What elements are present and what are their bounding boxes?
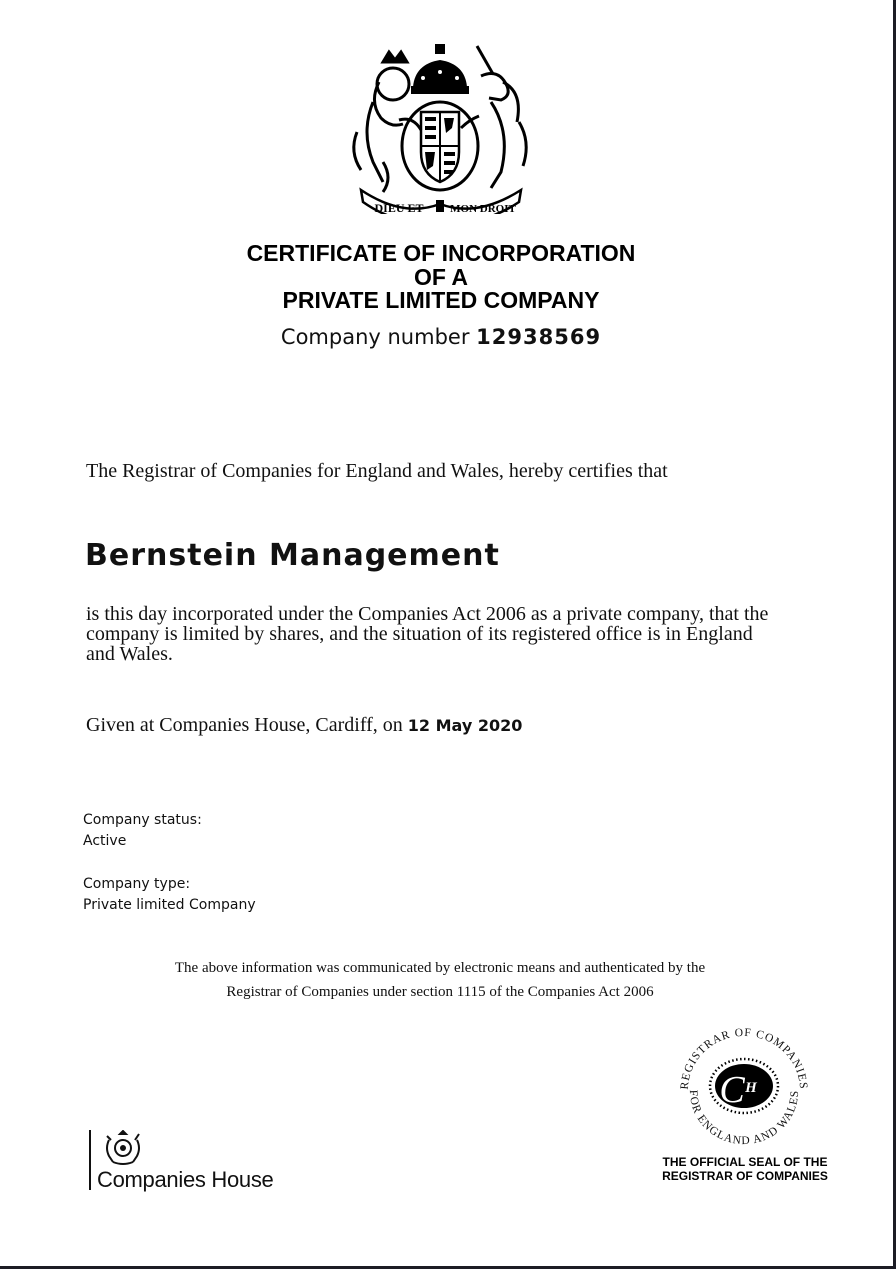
company-status-label: Company status:	[83, 812, 202, 828]
company-number-label: Company number	[280, 325, 470, 349]
registrar-seal-icon	[676, 1022, 812, 1152]
incorporation-paragraph	[86, 604, 816, 664]
incorporation-line-2: company is limited by shares, and the situation of its registered office is in England	[86, 623, 753, 645]
seal-monogram-h: H	[745, 1080, 757, 1096]
seal-ring-bottom: FOR ENGLAND AND WALES	[686, 1089, 802, 1148]
authentication-line-2: Registrar of Companies under section 1115 of the Companies Act 2006	[226, 984, 654, 1000]
seal-monogram-c: C	[719, 1069, 745, 1111]
motto-right: MON DROIT	[450, 203, 516, 214]
given-at-line	[86, 714, 522, 737]
incorporation-line-1: is this day incorporated under the Companies Act 2006 as a private company, that the	[86, 603, 769, 625]
company-name: Bernstein Management	[85, 538, 500, 573]
authentication-line-1: The above information was communicated by electronic means and authenticated by the	[174, 960, 706, 976]
certificate-title-line3: PRIVATE LIMITED COMPANY	[282, 287, 600, 313]
incorporation-date: 12 May 2020	[407, 716, 523, 735]
certificate-title-line1: CERTIFICATE OF INCORPORATION	[246, 240, 636, 266]
given-at-text: Given at Companies House, Cardiff, on	[86, 714, 403, 736]
company-number-line	[0, 325, 889, 349]
seal-caption-line-2: REGISTRAR OF COMPANIES	[662, 1169, 828, 1183]
registrar-certifies-text: The Registrar of Companies for England and Wales, hereby certifies that	[86, 460, 668, 482]
company-type-value: Private limited Company	[83, 897, 256, 913]
company-status-value: Active	[83, 833, 127, 849]
seal-caption-line-1: THE OFFICIAL SEAL OF THE	[662, 1155, 828, 1169]
motto-left: DIEU ET	[374, 201, 424, 214]
seal-caption	[650, 1155, 840, 1183]
companies-house-logo-bar	[89, 1130, 91, 1190]
royal-coat-of-arms-icon	[343, 42, 539, 214]
company-number-value: 12938569	[476, 325, 602, 349]
companies-house-crest-icon	[103, 1130, 143, 1166]
seal-ring-top: REGISTRAR OF COMPANIES	[678, 1026, 810, 1091]
certificate-title-line2: OF A	[413, 264, 469, 290]
incorporation-line-3: and Wales.	[86, 643, 173, 665]
company-type-label: Company type:	[83, 876, 191, 892]
companies-house-logo-text: Companies House	[97, 1167, 274, 1192]
authentication-notice	[0, 956, 880, 1004]
